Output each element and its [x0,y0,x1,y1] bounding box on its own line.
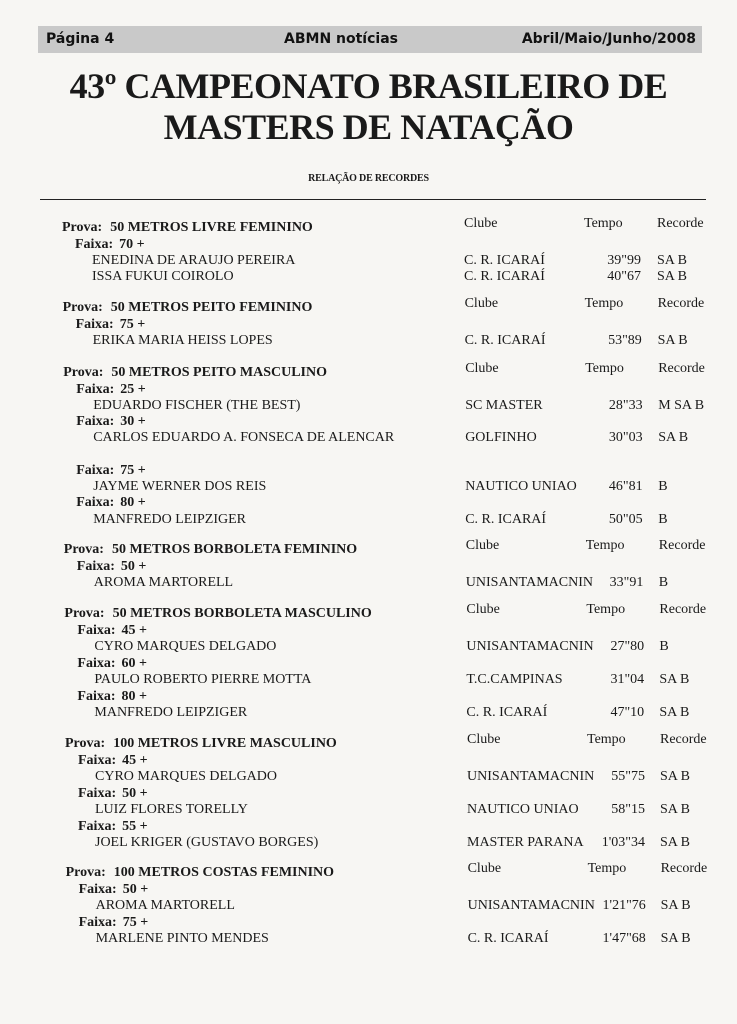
record-type: SA B [657,269,687,284]
event-name: 50 METROS PEITO FEMININO [110,300,313,315]
column-header-time: Tempo [584,296,624,311]
record-time: 53"89 [608,333,642,348]
column-header-record: Recorde [659,602,707,617]
record-type: SA B [660,898,691,913]
age-group [76,413,146,430]
faixa-value: 50 + [122,882,149,897]
column-header-club: Clube [464,296,499,311]
age-group [77,688,147,705]
record-type: SA B [657,253,687,268]
faixa-label: Faixa: [78,882,117,897]
faixa-value: 30 + [120,414,146,429]
record-type: B [658,512,668,527]
column-header-record: Recorde [660,861,708,876]
prova-label: Prova: [62,300,103,315]
faixa-label: Faixa: [76,463,115,478]
faixa-label: Faixa: [77,689,116,704]
club-name: NAUTICO UNIAO [467,802,579,817]
athlete-name: ISSA FUKUI COIROLO [92,269,234,284]
record-time: 1'21"76 [602,898,646,913]
faixa-label: Faixa: [76,495,115,510]
record-time: 50"05 [608,512,643,527]
publication-name: ABMN notícias [284,31,398,47]
faixa-value: 70 + [119,237,145,252]
event-name: 50 METROS LIVRE FEMININO [110,220,313,235]
title-line-1: 43º CAMPEONATO BRASILEIRO DE [69,66,668,106]
athlete-name: JOEL KRIGER (GUSTAVO BORGES) [95,835,319,850]
age-group [78,818,148,835]
club-name: UNISANTAMACNIN [467,898,595,913]
faixa-label: Faixa: [76,559,115,574]
record-time: 40"67 [607,269,641,284]
prova-label: Prova: [62,220,103,235]
age-group [76,316,146,333]
record-time: 28"33 [608,398,643,413]
club-name: UNISANTAMACNIN [467,769,595,784]
column-header-club: Clube [467,732,501,747]
athlete-name: AROMA MARTORELL [95,898,235,913]
record-time: 46"81 [608,479,643,494]
column-header-club: Clube [464,216,498,231]
event-heading [63,299,313,316]
age-group [76,462,146,479]
age-group [75,236,145,253]
prova-label: Prova: [65,736,106,751]
record-type: B [658,479,668,494]
column-header-club: Clube [466,602,500,617]
record-time: 55"75 [611,769,645,784]
age-group [79,881,149,898]
event-name: 50 METROS BORBOLETA FEMININO [111,542,358,557]
prova-label: Prova: [63,365,104,380]
prova-label: Prova: [64,606,105,621]
record-type: M SA B [658,398,705,413]
age-group [77,622,147,639]
age-group [77,558,147,575]
age-group [76,494,146,511]
club-name: UNISANTAMACNIN [465,575,594,590]
faixa-label: Faixa: [76,382,115,397]
column-header-time: Tempo [586,602,626,617]
athlete-name: ERIKA MARIA HEISS LOPES [92,333,273,348]
column-header-club: Clube [465,361,499,376]
column-header-time: Tempo [587,861,627,876]
faixa-label: Faixa: [75,237,114,252]
prova-label: Prova: [65,865,106,880]
column-header-time: Tempo [585,361,624,376]
record-time: 33"91 [609,575,644,590]
athlete-name: MANFREDO LEIPZIGER [94,705,248,720]
club-name: C. R. ICARAÍ [466,705,548,720]
page-number: Página 4 [46,31,115,47]
record-type: SA B [657,333,688,348]
record-type: SA B [660,835,690,850]
event-name: 100 METROS LIVRE MASCULINO [113,736,337,751]
faixa-value: 80 + [120,495,146,510]
faixa-label: Faixa: [78,786,117,801]
event-name: 50 METROS BORBOLETA MASCULINO [112,606,372,621]
record-time: 1'47"68 [602,931,646,946]
age-group [78,785,148,802]
column-header-time: Tempo [587,732,626,747]
athlete-name: CYRO MARQUES DELGADO [95,769,278,784]
faixa-value: 80 + [121,689,147,704]
faixa-value: 75 + [122,915,149,930]
issue-date: Abril/Maio/Junho/2008 [521,31,696,47]
record-type: SA B [659,705,690,720]
column-header-record: Recorde [657,296,705,311]
event-heading [64,605,371,622]
club-name: C. R. ICARAÍ [464,269,545,284]
athlete-name: PAULO ROBERTO PIERRE MOTTA [94,672,312,687]
column-header-club: Clube [467,861,502,876]
faixa-value: 75 + [119,317,146,332]
athlete-name: AROMA MARTORELL [93,575,234,590]
column-header-record: Recorde [658,361,705,376]
age-group [77,655,147,672]
athlete-name: CYRO MARQUES DELGADO [94,639,277,654]
club-name: T.C.CAMPINAS [466,672,563,687]
faixa-value: 60 + [121,656,147,671]
athlete-name: JAYME WERNER DOS REIS [93,479,267,494]
faixa-label: Faixa: [78,753,117,768]
record-type: SA B [660,931,691,946]
club-name: C. R. ICARAÍ [464,253,545,268]
page-subtitle: RELAÇÃO DE RECORDES [308,173,429,184]
column-header-time: Tempo [585,538,625,553]
record-type: SA B [660,769,690,784]
column-header-club: Clube [465,538,500,553]
faixa-value: 55 + [122,819,148,834]
column-header-record: Recorde [660,732,707,747]
athlete-name: ENEDINA DE ARAUJO PEREIRA [92,253,296,268]
faixa-label: Faixa: [76,414,115,429]
athlete-name: MANFREDO LEIPZIGER [93,512,247,527]
athlete-name: CARLOS EDUARDO A. FONSECA DE ALENCAR [93,430,395,445]
age-group [78,752,148,769]
athlete-name: EDUARDO FISCHER (THE BEST) [93,398,301,413]
athlete-name: MARLENE PINTO MENDES [95,931,269,946]
record-time: 1'03"34 [601,835,645,850]
club-name: SC MASTER [465,398,543,413]
club-name: UNISANTAMACNIN [466,639,594,654]
event-name: 50 METROS PEITO MASCULINO [111,365,327,380]
record-time: 47"10 [610,705,645,720]
faixa-label: Faixa: [75,317,114,332]
record-time: 31"04 [610,672,645,687]
club-name: MASTER PARANA [467,835,584,850]
event-name: 100 METROS COSTAS FEMININO [113,865,335,880]
athlete-name: LUIZ FLORES TORELLY [95,802,248,817]
record-time: 27"80 [610,639,645,654]
faixa-value: 45 + [122,753,148,768]
age-group [79,914,149,931]
faixa-value: 75 + [120,463,146,478]
prova-label: Prova: [63,542,104,557]
event-heading [66,864,334,881]
record-type: SA B [658,430,689,445]
record-type: B [658,575,669,590]
age-group [76,381,146,398]
column-header-record: Recorde [658,538,706,553]
title-line-2: MASTERS DE NATAÇÃO [163,107,574,147]
faixa-value: 25 + [120,382,146,397]
column-header-time: Tempo [584,216,623,231]
record-type: B [659,639,669,654]
club-name: C. R. ICARAÍ [464,333,546,348]
faixa-label: Faixa: [78,915,117,930]
event-heading [64,541,357,558]
faixa-label: Faixa: [78,819,117,834]
record-time: 39"99 [607,253,641,268]
event-heading [65,735,337,752]
club-name: GOLFINHO [465,430,537,445]
club-name: C. R. ICARAÍ [467,931,549,946]
column-header-record: Recorde [657,216,704,231]
club-name: NAUTICO UNIAO [465,479,577,494]
event-heading [63,364,327,381]
faixa-value: 50 + [120,559,147,574]
faixa-value: 45 + [121,623,147,638]
record-type: SA B [660,802,690,817]
record-time: 58"15 [611,802,645,817]
faixa-label: Faixa: [77,656,116,671]
event-heading [62,219,313,236]
record-type: SA B [659,672,690,687]
record-time: 30"03 [608,430,643,445]
club-name: C. R. ICARAÍ [465,512,547,527]
faixa-label: Faixa: [77,623,116,638]
faixa-value: 50 + [122,786,148,801]
